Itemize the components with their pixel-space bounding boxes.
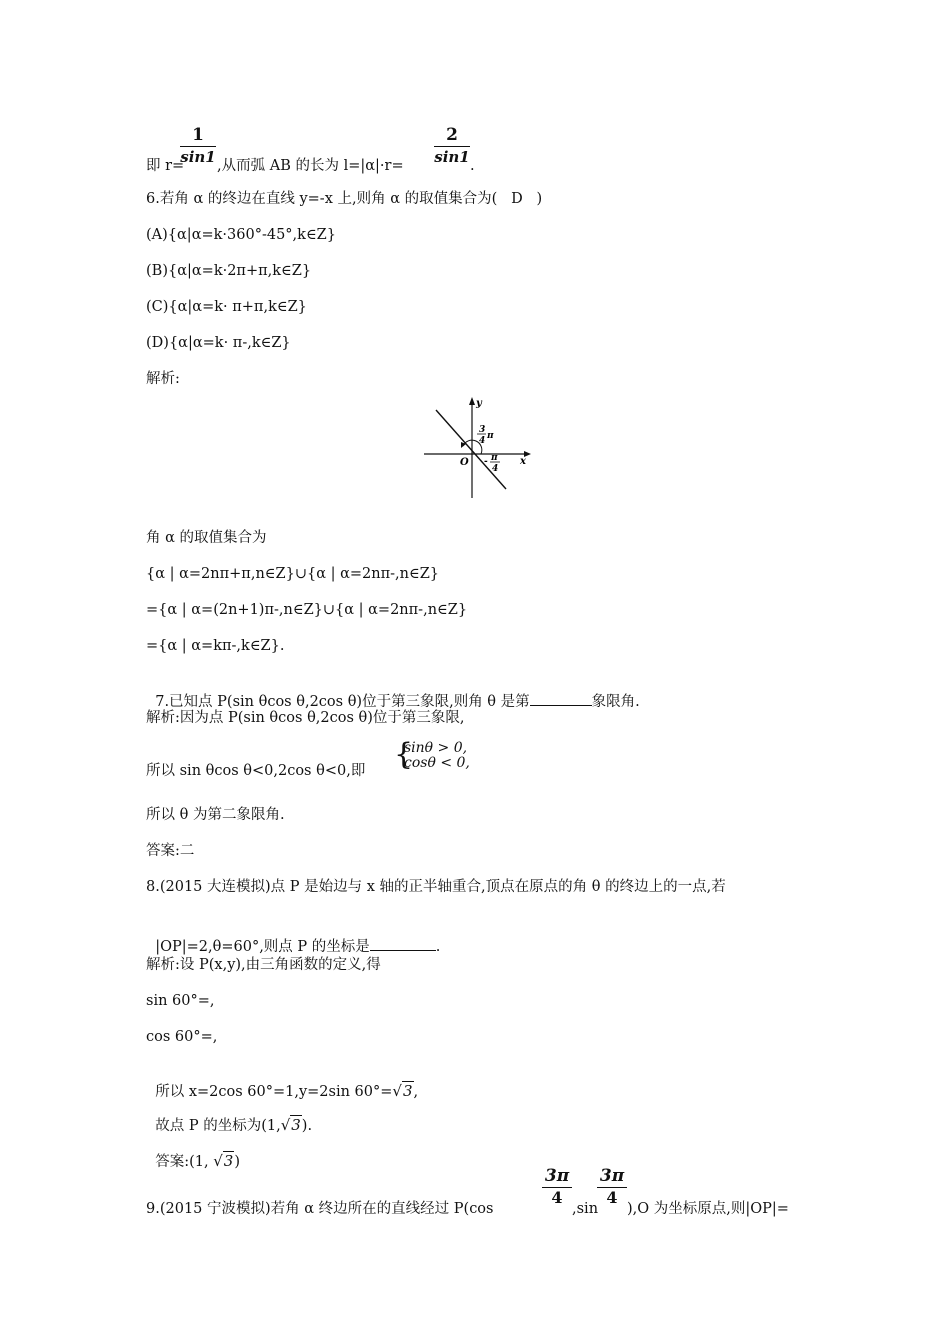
q6-option-d: (D){α|α=k· π-,k∈Z}	[146, 335, 291, 351]
q9-stem-part-2: ,sin	[572, 1201, 599, 1217]
sqrt-radicand: 3	[223, 1152, 234, 1170]
q7-so-line: 所以 sin θcos θ<0,2cos θ<0,即	[146, 763, 366, 779]
q7-analysis: 解析:因为点 P(sin θcos θ,2cos θ)位于第三象限,	[146, 710, 465, 726]
angle2-denominator: 4	[492, 464, 499, 474]
fraction-3pi-over-4-first	[542, 1166, 572, 1207]
q6-result-line-3: ={α | α=(2n+1)π-,n∈Z}∪{α | α=2nπ-,n∈Z}	[146, 602, 468, 618]
line-r-prefix: 即 r=	[146, 158, 185, 174]
fraction-bar	[180, 146, 216, 147]
fraction-numerator: 3π	[599, 1166, 625, 1186]
sqrt-3: √3	[392, 1082, 413, 1100]
q8-answer-suffix: )	[234, 1154, 240, 1170]
q7-stem-text: 7.已知点 P(sin θcos θ,2cos θ)位于第三象限,则角 θ 是第	[155, 694, 530, 710]
q6-result-line-4: ={α | α=kπ-,k∈Z}.	[146, 638, 285, 654]
angle1-denominator: 4	[479, 436, 486, 446]
x-axis-label: x	[520, 456, 526, 467]
fraction-denominator: 4	[551, 1188, 563, 1207]
angle2-minus: -	[484, 457, 488, 467]
q8-answer-blank	[370, 936, 436, 951]
angle1-pi: π	[487, 431, 494, 441]
q8-answer	[146, 1134, 240, 1171]
q8-point-line	[146, 1098, 312, 1135]
fraction-denominator: sin1	[180, 148, 216, 166]
q6-result-line-2: {α | α=2nπ+π,n∈Z}∪{α | α=2nπ-,n∈Z}	[146, 566, 440, 582]
q7-system-line-1: sinθ > 0,	[404, 740, 468, 756]
q7-inequality-system	[394, 737, 470, 772]
q8-cos-line: cos 60°=,	[146, 1029, 218, 1045]
q9-stem-part-3: ),O 为坐标原点,则|OP|=	[627, 1201, 789, 1217]
fraction-denominator: 4	[606, 1188, 618, 1207]
fraction-denominator: sin1	[434, 148, 470, 166]
q8-analysis: 解析:设 P(x,y),由三角函数的定义,得	[146, 957, 381, 973]
q8-so-line	[146, 1064, 418, 1101]
q7-answer: 答案:二	[146, 843, 195, 859]
sqrt-3: √3	[213, 1152, 234, 1170]
line-r-end: .	[470, 158, 475, 174]
angle1-numerator: 3	[479, 425, 486, 435]
sqrt-radicand: 3	[291, 1116, 301, 1134]
fraction-bar	[434, 146, 470, 147]
q7-stem-suffix: 象限角.	[591, 694, 640, 710]
q8-point-text: 故点 P 的坐标为(1,	[155, 1118, 281, 1134]
q7-conclusion: 所以 θ 为第二象限角.	[146, 807, 285, 823]
q8-so-text: 所以 x=2cos 60°=1,y=2sin 60°=	[155, 1084, 393, 1100]
line-y-equals-minus-x	[436, 410, 506, 489]
fraction-1-over-sin1	[180, 125, 216, 166]
q8-stem-suffix: .	[435, 939, 441, 955]
fraction-numerator: 1	[192, 125, 204, 145]
line-r-mid: ,从而弧 AB 的长为 l=|α|·r=	[217, 158, 404, 174]
fraction-numerator: 2	[446, 125, 458, 145]
fraction-2-over-sin1	[434, 125, 470, 166]
sqrt-radicand: 3	[402, 1082, 413, 1100]
q8-so-suffix: ,	[413, 1084, 419, 1100]
q7-stem	[146, 673, 640, 711]
angle2-numerator: π	[491, 453, 498, 463]
fraction-3pi-over-4-second	[597, 1166, 627, 1207]
q8-point-suffix: ).	[301, 1118, 313, 1134]
q9-stem-part-1: 9.(2015 宁波模拟)若角 α 终边所在的直线经过 P(cos	[146, 1201, 494, 1217]
q8-stem-line-2	[146, 918, 440, 956]
q6-result-line-1: 角 α 的取值集合为	[146, 530, 267, 546]
q8-answer-text: 答案:(1,	[155, 1154, 214, 1170]
q8-stem-text: |OP|=2,θ=60°,则点 P 的坐标是	[155, 939, 370, 955]
y-axis-arrow	[469, 397, 475, 405]
q6-stem: 6.若角 α 的终边在直线 y=-x 上,则角 α 的取值集合为( D )	[146, 191, 543, 207]
q7-answer-blank	[530, 691, 592, 706]
left-brace: {	[394, 737, 414, 772]
q6-option-b: (B){α|α=k·2π+π,k∈Z}	[146, 263, 312, 279]
q6-option-a: (A){α|α=k·360°-45°,k∈Z}	[146, 227, 336, 243]
y-axis-label: y	[476, 398, 482, 409]
fraction-numerator: 3π	[544, 1166, 570, 1186]
q8-sin-line: sin 60°=,	[146, 993, 215, 1009]
q7-system-line-2: cosθ < 0,	[404, 755, 470, 771]
sqrt-3: √3	[280, 1116, 301, 1134]
q8-stem-line-1: 8.(2015 大连模拟)点 P 是始边与 x 轴的正半轴重合,顶点在原点的角 θ 的终边上的一点,若	[146, 879, 726, 895]
origin-label: O	[460, 457, 469, 468]
terminal-side-figure	[418, 394, 538, 506]
q6-analysis-label: 解析:	[146, 371, 180, 387]
q6-option-c: (C){α|α=k· π+π,k∈Z}	[146, 299, 307, 315]
